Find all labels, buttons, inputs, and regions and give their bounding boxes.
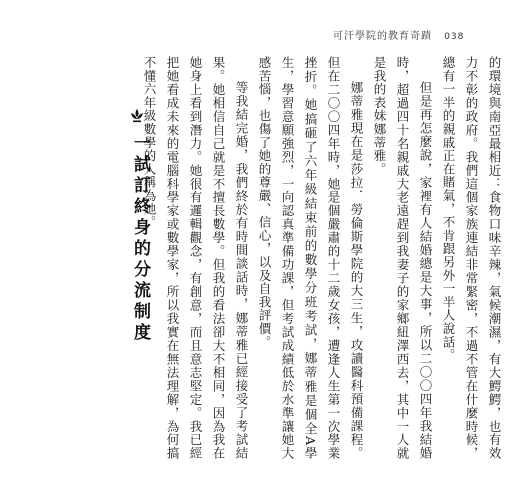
section-heading-text: 一試訂終身的分流制度 (130, 134, 150, 344)
body-text (142, 56, 506, 460)
paragraph-1: 的環境與南亞最相近：食物口味辛辣，氣候潮濕，有大鰐鰐，也有效力不彰的政府。我們這個家族連結非常緊密，不過不管在什麼時候，總有一半的親戚正在賭氣，不肯跟另外一半人說話。 (441, 56, 502, 460)
paragraph-2: 但是再怎麼說，家裡有人結婚總是大事，所以二〇〇四年我結婚時，超過四十名親戚大老遠趕到我妻子的家鄉紐澤西去，其中一人就是我的表妹娜蒂雅。 (372, 56, 433, 460)
book-title: 可汗學院的教育奇蹟 (333, 31, 432, 42)
paragraph-3: 娜蒂雅現在是莎拉．勞倫斯學院的大三生，攻讀醫科預備課程。但在二〇〇四年時，她是個嚴肅的十二歲女孩，遭逢人生第一次學業挫折。她搞砸了六年級結束前的數學分班考試，娜蒂雅是個全A學生，學習意願強烈，一向認真準備功課，但考試成績低於水準讓她大感苦惱，也傷了她的尊嚴、信心，以及自我評價。 (257, 56, 364, 460)
lotus-ornament-icon (133, 108, 147, 124)
paragraph-4: 等我結完婚，我們終於有時間談話時，娜蒂雅已經接受了考試結果。她相信自己就是不擅長數學。但我的看法卻大不相同，因為我在她身上看到潛力。她很有邏輯觀念，有創意，而且意志堅定。我已經把她看成未來的電腦科學家或數學家，所以我實在無法理解，為何搞不懂六年級數學的人稱為她。 (142, 56, 249, 460)
page-number: 038 (444, 32, 465, 42)
running-header (333, 27, 464, 42)
section-heading (130, 108, 150, 344)
